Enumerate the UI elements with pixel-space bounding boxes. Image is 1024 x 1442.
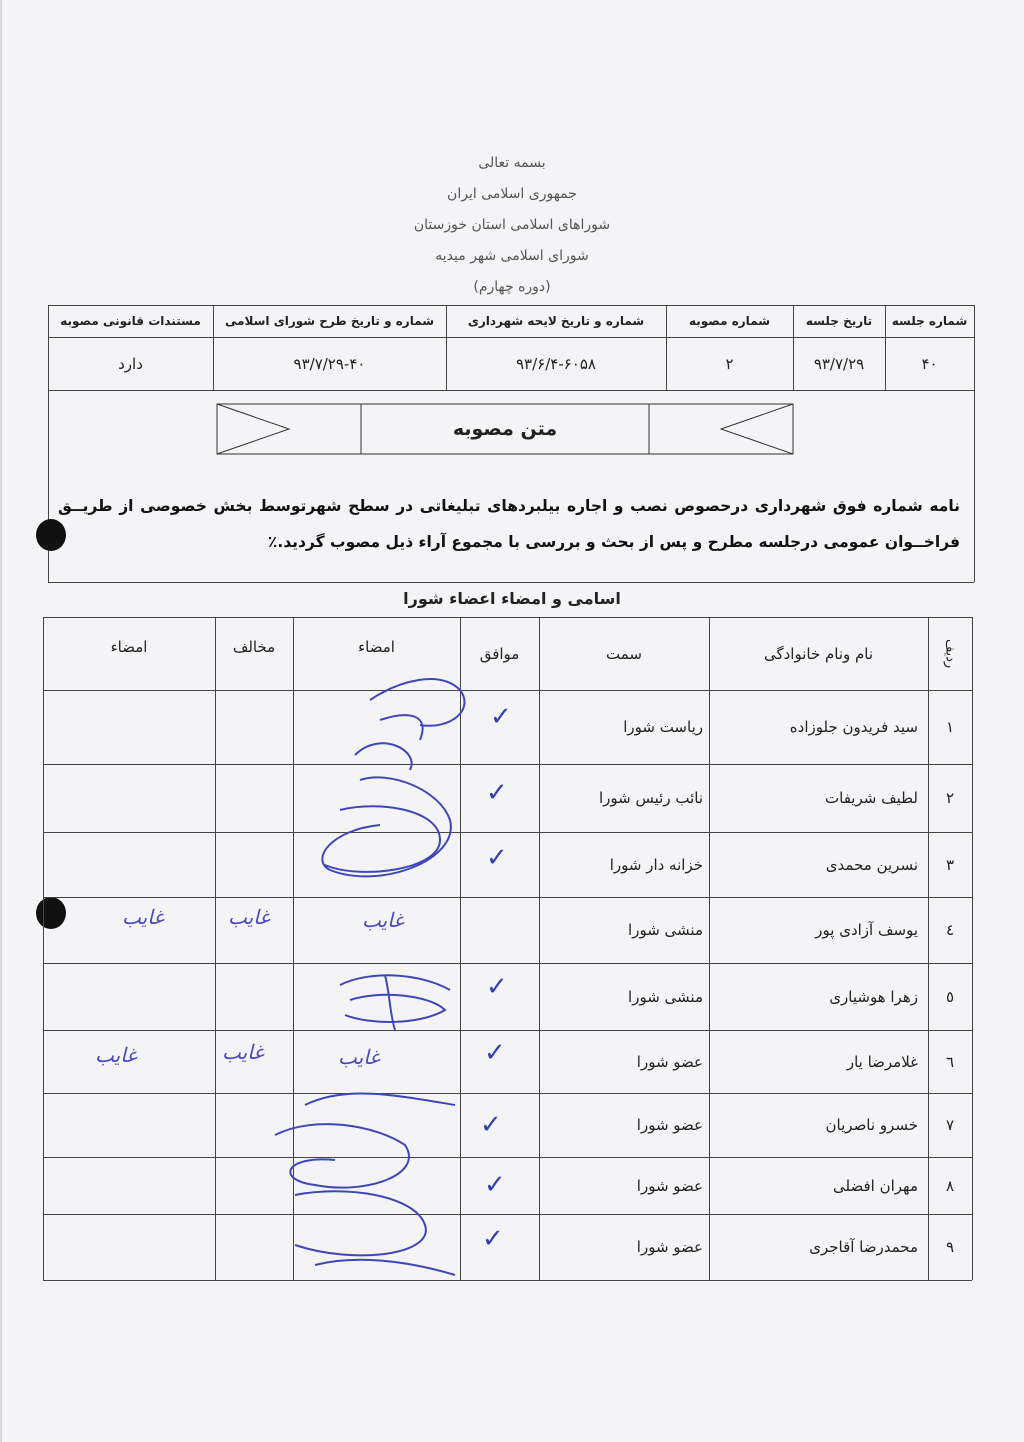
row-5-name: زهرا هوشیاری — [829, 987, 918, 1006]
row-8-name: مهران افضلی — [833, 1176, 918, 1195]
th-plan-no-date: شماره و تاریخ طرح شورای اسلامی — [224, 314, 435, 328]
val-session-no: ۴۰ — [921, 354, 938, 373]
agree-check-5: ✓ — [486, 972, 508, 1002]
agree-check-3: ✓ — [486, 843, 508, 873]
th-row-no: ردیف — [942, 638, 958, 669]
agree-check-9: ✓ — [482, 1224, 504, 1254]
row-4-no: ٤ — [945, 921, 955, 939]
signature-scribbles-top — [300, 660, 490, 900]
agree-check-8: ✓ — [484, 1170, 506, 1200]
row-2-position: نائب رئیس شورا — [599, 789, 703, 807]
row-5-no: ٥ — [945, 987, 955, 1006]
punch-hole-bottom — [36, 897, 66, 929]
val-session-date: ۹۳/۷/۲۹ — [813, 354, 865, 373]
absent-mark-4-oppose: غایب — [228, 905, 270, 929]
header-line-2: جمهوری اسلامی ایران — [447, 186, 577, 202]
absent-mark-6-sig2: غایب — [95, 1043, 137, 1067]
row-4-position: منشی شورا — [628, 921, 703, 939]
resolution-title: متن مصوبه — [452, 418, 558, 440]
th-agree: موافق — [479, 644, 520, 663]
th-name: نام ونام خانوادگی — [763, 644, 874, 663]
row-2-no: ۲ — [945, 789, 955, 807]
val-resolution-no: ۲ — [725, 354, 734, 373]
th-signature: امضاء — [358, 638, 395, 656]
row-7-name: خسرو ناصریان — [825, 1116, 918, 1134]
agree-check-2: ✓ — [486, 778, 508, 808]
row-7-position: عضو شورا — [636, 1116, 703, 1134]
row-8-position: عضو شورا — [636, 1176, 703, 1195]
row-3-position: خزانه دار شورا — [609, 855, 703, 874]
signature-scribbles-bottom — [255, 1085, 485, 1285]
row-7-no: ۷ — [945, 1116, 955, 1134]
th-position: سمت — [606, 644, 642, 663]
val-plan-no-date: ۹۳/۷/۲۹-۴۰ — [293, 354, 366, 373]
row-6-no: ٦ — [945, 1052, 955, 1071]
header-line-1: بسمه تعالی — [478, 155, 546, 171]
agree-check-1: ✓ — [490, 702, 512, 732]
row-8-no: ۸ — [945, 1176, 955, 1195]
th-signature-2: امضاء — [110, 638, 148, 656]
absent-mark-4-sig2: غایب — [122, 905, 164, 929]
row-2-name: لطیف شریفات — [825, 789, 918, 807]
th-session-date: تاریخ جلسه — [805, 314, 873, 328]
row-1-position: ریاست شورا — [623, 718, 703, 736]
header-line-5: (دوره چهارم) — [473, 279, 551, 295]
header-line-3: شوراهای اسلامی استان خوزستان — [413, 217, 611, 233]
row-3-name: نسرین محمدی — [825, 855, 918, 874]
row-5-position: منشی شورا — [628, 987, 703, 1006]
row-3-no: ۳ — [945, 855, 955, 874]
row-1-no: ۱ — [945, 718, 955, 736]
row-9-name: محمدرضا آقاجری — [809, 1238, 918, 1256]
agree-check-6: ✓ — [484, 1038, 506, 1068]
th-oppose: مخالف — [232, 638, 276, 656]
row-9-position: عضو شورا — [636, 1238, 703, 1256]
row-9-no: ۹ — [945, 1238, 955, 1256]
row-6-position: عضو شورا — [636, 1052, 703, 1071]
members-title: اسامی و امضاء اعضاء شورا — [403, 589, 621, 608]
row-6-name: غلامرضا یار — [846, 1052, 918, 1071]
th-legal-docs: مستندات قانونی مصوبه — [60, 314, 201, 328]
absent-mark-6-sig: غایب — [338, 1045, 380, 1069]
agree-check-7: ✓ — [480, 1110, 502, 1140]
signature-scribble-5 — [330, 965, 470, 1035]
th-bill-no-date: شماره و تاریخ لایحه شهرداری — [467, 314, 645, 328]
absent-mark-4-sig: غایب — [362, 908, 404, 932]
val-bill-no-date: ۹۳/۶/۴-۶۰۵۸ — [516, 354, 596, 373]
th-session-no: شماره جلسه — [891, 314, 968, 328]
val-legal-docs: دارد — [118, 354, 143, 373]
row-4-name: یوسف آزادی پور — [815, 921, 918, 939]
punch-hole-top — [36, 519, 66, 551]
absent-mark-6-oppose: غایب — [222, 1040, 264, 1064]
th-resolution-no: شماره مصوبه — [688, 314, 771, 328]
header-line-4: شورای اسلامی شهر میدیه — [435, 248, 589, 264]
row-1-name: سید فریدون جلوزاده — [789, 718, 918, 736]
resolution-text: نامه شماره فوق شهرداری درحصوص نصب و اجاره بیلبردهای تبلیغاتی در سطح شهرتوسط بخش خصوصی از طریــق فراخــوان عمومی درجلسه مطرح و پس از بحث و بررسی با مجموع آراء ذیل مصوب گردید.٪ — [58, 497, 960, 551]
